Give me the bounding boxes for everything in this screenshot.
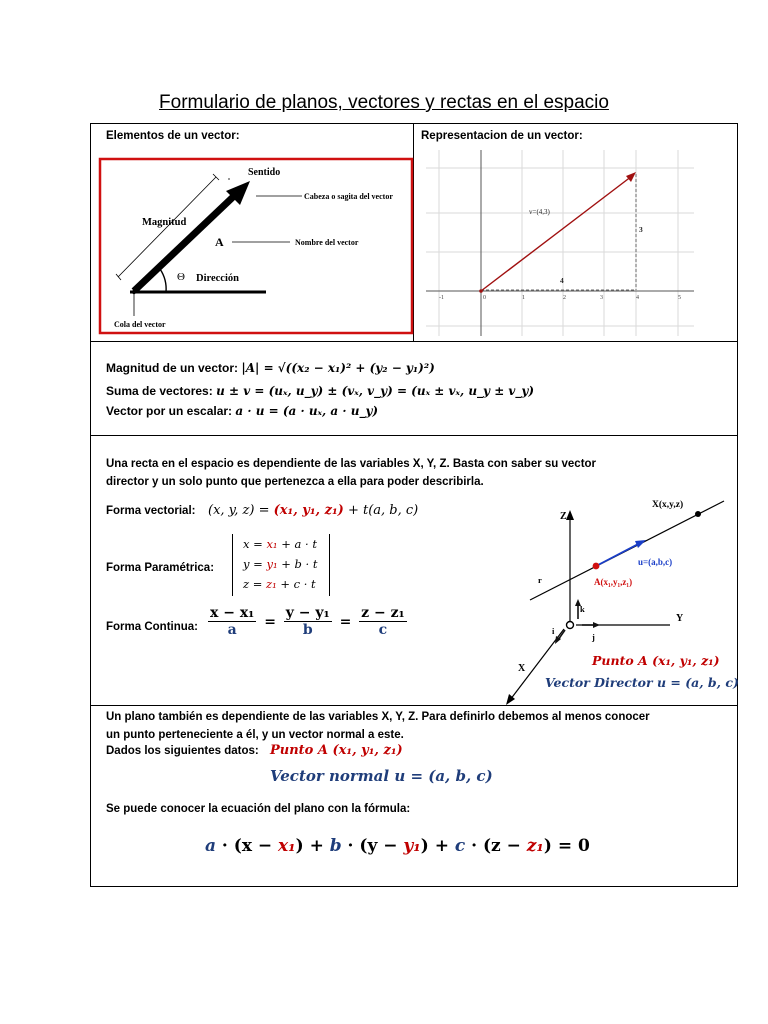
cabeza-label: Cabeza o sagita del vector: [304, 192, 393, 201]
nombre-label: Nombre del vector: [295, 238, 359, 247]
parametric-matrix: [232, 534, 330, 596]
y-axis-label: Y: [676, 613, 684, 624]
representation-heading: Representacion de un vector:: [421, 130, 583, 142]
u-vector-label: u=(a,b,c): [638, 557, 673, 567]
i-label: i: [552, 626, 555, 636]
param-y: y = y₁ + b · t: [243, 557, 318, 571]
elements-heading: Elementos de un vector:: [106, 130, 240, 142]
scalar-formula: a · u = (a · uₓ, a · u_y): [235, 404, 379, 418]
grid: [426, 150, 694, 336]
j-label: j: [592, 632, 595, 642]
magnitude-formula: |A| = √((x₂ − x₁)² + (y₂ − y₁)²): [241, 361, 435, 375]
theta-symbol: Θ: [177, 271, 185, 283]
r-line-label: r: [538, 575, 542, 585]
director-caption: Vector Director u = (a, b, c): [545, 675, 739, 690]
x-tick: 3: [600, 295, 603, 301]
vectorial-label: Forma vectorial:: [106, 505, 196, 517]
plane-equation: a · (x − x₁) + b · (y − y₁) + c · (z − z₁) = 0: [205, 836, 590, 856]
cont-fraction-y: $\frac{\text{y − y₁}}{b}$: [285, 605, 330, 638]
x-tick: 1: [522, 295, 525, 301]
ecuacion-label: Se puede conocer la ecuación del plano con la fórmula:: [106, 803, 411, 815]
x-tick: 0: [483, 295, 486, 301]
width-label: 4: [560, 276, 564, 285]
param-z: z = z₁ + c · t: [243, 577, 316, 591]
vectorial-formula: (x, y, z) = (x₁, y₁, z₁) + t(a, b, c): [208, 503, 419, 518]
height-label: 3: [639, 225, 643, 234]
z-axis-label: Z: [560, 511, 567, 522]
magnitud-label: Magnitud: [142, 217, 187, 228]
divider: [90, 435, 738, 436]
param-x: x = x₁ + a · t: [243, 537, 317, 551]
direccion-label: Dirección: [196, 273, 239, 284]
k-label: k: [580, 604, 585, 614]
sum-row: Suma de vectores: u ± v = (uₓ, u_y) ± (vₓ, v_y) = (uₓ ± vₓ, u_y ± v_y): [106, 384, 535, 398]
vector-arrow: [481, 176, 632, 291]
continuous-label: Forma Continua:: [106, 621, 198, 633]
line-intro: Una recta en el espacio es dependiente de las variables X, Y, Z. Basta con saber su vector director y un solo punto que pertenezca a ella para poder describirla.: [106, 458, 597, 488]
plane-intro: Un plano también es dependiente de las variables X, Y, Z. Para definirlo debemos al menos conocer un punto perteneciente a él, y un vector normal a este.: [106, 711, 650, 741]
plane-normal: Vector normal u = (a, b, c): [270, 767, 493, 785]
x-tick: 2: [563, 295, 566, 301]
x-tick: 4: [636, 295, 639, 301]
x-tick-labels: [439, 295, 681, 301]
divider: [90, 705, 738, 706]
scalar-row: Vector por un escalar: a · u = (a · uₓ, a · u_y): [106, 404, 379, 418]
point-a-caption: Punto A (x₁, y₁, z₁): [592, 653, 720, 668]
line-3d-figure: [498, 495, 738, 705]
divider: [90, 341, 738, 342]
xyz-point-label: X(x,y,z): [652, 500, 684, 510]
a-point-label: A(x₁,y₁,z₁): [594, 577, 633, 587]
plane-point: Punto A (x₁, y₁, z₁): [270, 743, 403, 758]
datos-label: Dados los siguientes datos:: [106, 745, 259, 757]
magnitude-row: Magnitud de un vector: |A| = √((x₂ − x₁)² + (y₂ − y₁)²): [106, 361, 435, 375]
vector-name-a: A: [215, 235, 224, 249]
page-title: Formulario de planos, vectores y rectas en el espacio: [159, 92, 609, 113]
sum-formula: u ± v = (uₓ, u_y) ± (vₓ, v_y) = (uₓ ± vₓ, u_y ± v_y): [216, 384, 535, 398]
cont-fraction-z: $\frac{\text{z − z₁}}{c}$: [361, 605, 405, 638]
x-axis-label: X: [518, 663, 526, 674]
vector-graph: [426, 150, 696, 340]
x-tick: 5: [678, 295, 681, 301]
sentido-label: Sentido: [248, 167, 281, 178]
vector-elements-diagram: [98, 157, 414, 335]
continuous-formula: $\frac{\text{x − x₁}}{a}$ = $\frac{\text{y − y₁}}{b}$ = $\frac{\text{z − z₁}}{c}$: [210, 605, 405, 638]
cont-fraction-x: $\frac{\text{x − x₁}}{a}$: [210, 605, 255, 638]
cola-label: Cola del vector: [114, 320, 166, 329]
parametric-label: Forma Paramétrica:: [106, 562, 215, 574]
vector-label: v=(4,3): [529, 208, 550, 216]
x-tick: -1: [439, 295, 444, 301]
